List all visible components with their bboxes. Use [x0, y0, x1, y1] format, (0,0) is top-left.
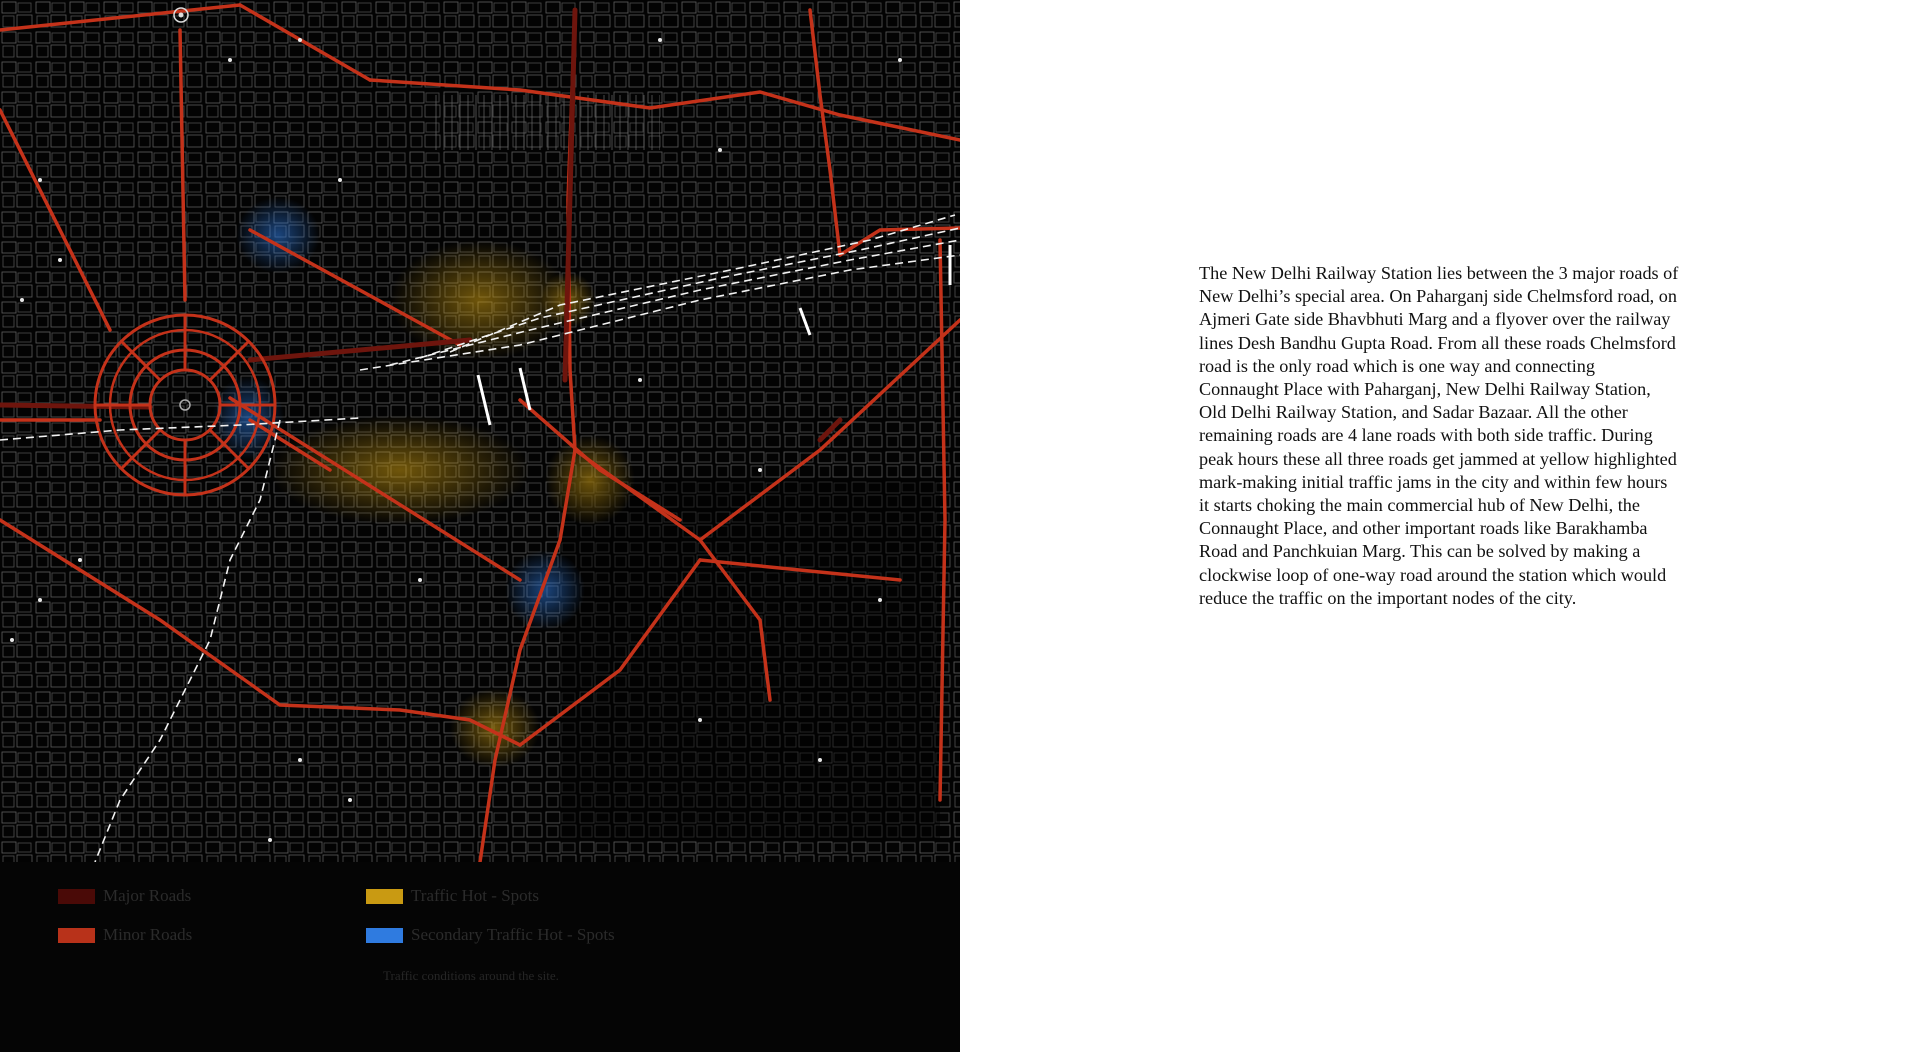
legend-item-minor-roads: [58, 924, 192, 946]
minor-roads-swatch: [58, 928, 95, 943]
old-city-area: [560, 480, 940, 840]
traffic-hot-spots-swatch: [366, 889, 403, 904]
legend-label: Traffic Hot - Spots: [411, 886, 539, 905]
map-caption: Traffic conditions around the site.: [383, 968, 559, 983]
description-text: The New Delhi Railway Station lies between the 3 major roads of New Delhi’s special area. On Paharganj side Chelmsford road, on Ajmeri Gate side Bhavbhuti Marg and a flyover over the railway lines Desh Bandhu Gupta Road. From all these roads Chelmsford road is the only road which is one way and connecting Connaught Place with Paharganj, New Delhi Railway Station, Old Delhi Railway Station, and Sadar Bazaar. All the other remaining roads are 4 lane roads with both side traffic. During peak hours these all three roads get jammed at yellow highlighted mark-making initial traffic jams in the city and within few hours it starts choking the main commercial hub of New Delhi, the Connaught Place, and other important roads like Barakhamba Road and Panchkuian Marg. This can be solved by making a clockwise loop of one-way road around the station which would reduce the traffic on the important nodes of the city.: [1199, 263, 1679, 608]
map-legend: [0, 862, 960, 1052]
legend-item-traffic-hot-spots: [366, 885, 539, 907]
major-roads-swatch: [58, 889, 95, 904]
legend-label: Secondary Traffic Hot - Spots: [411, 925, 615, 944]
legend-item-major-roads: [58, 885, 191, 907]
secondary-traffic-hot-spots-swatch: [366, 928, 403, 943]
legend-label: Minor Roads: [103, 925, 193, 944]
legend-label: Major Roads: [103, 886, 192, 905]
legend-item-secondary-traffic-hot-spots: [366, 924, 615, 946]
traffic-map: [0, 0, 960, 862]
